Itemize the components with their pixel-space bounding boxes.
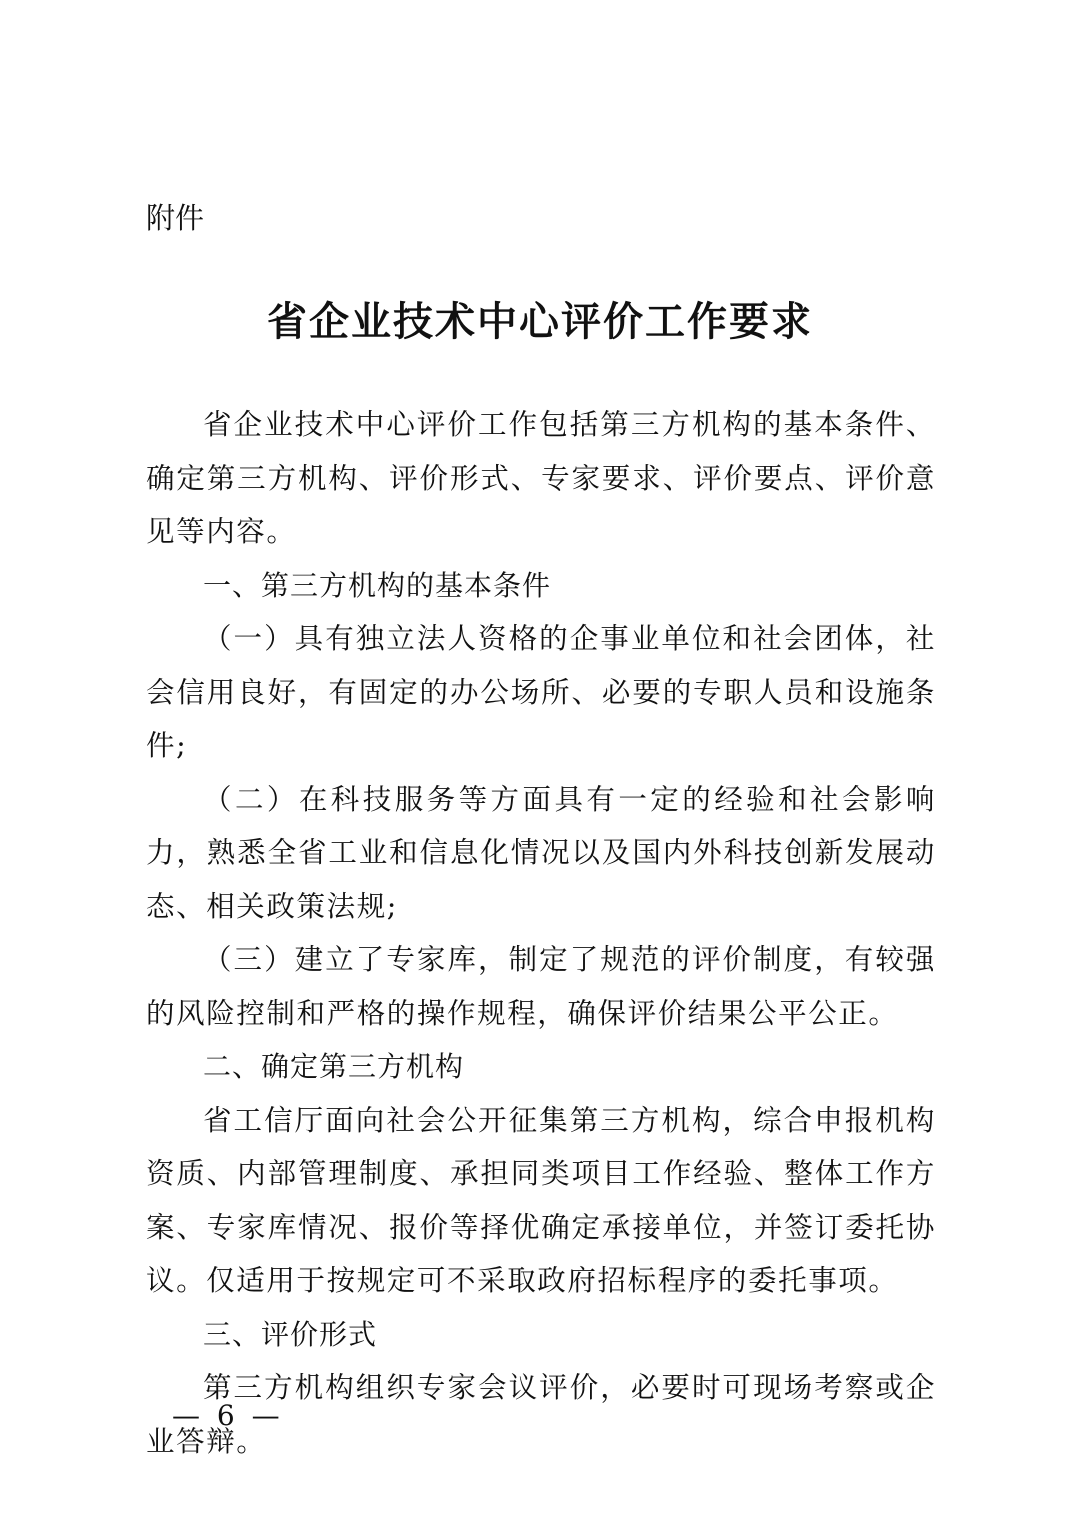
document-title: 省企业技术中心评价工作要求 xyxy=(267,299,813,345)
page-number: — 6 — xyxy=(172,1399,284,1432)
section-3-heading: 三、评价形式 xyxy=(203,1317,378,1351)
section-1-item-1: （一）具有独立法人资格的企事业单位和社会团体，社会信用良好，有固定的办公场所、必要的专职人员和设施条件; xyxy=(146,622,936,762)
section-3-paragraph: 第三方机构组织专家会议评价，必要时可现场考察或企业答辩。 xyxy=(146,1371,936,1458)
section-1-item-2: （二）在科技服务等方面具有一定的经验和社会影响力，熟悉全省工业和信息化情况以及国内外科技创新发展动态、相关政策法规; xyxy=(146,782,936,923)
section-1-item-3: （三）建立了专家库，制定了规范的评价制度，有较强的风险控制和严格的操作规程，确保评价结果公平公正。 xyxy=(146,943,936,1030)
document-body xyxy=(146,398,936,1468)
attachment-label: 附件 xyxy=(146,201,205,235)
section-2-paragraph: 省工信厅面向社会公开征集第三方机构，综合申报机构资质、内部管理制度、承担同类项目工作经验、整体工作方案、专家库情况、报价等择优确定承接单位，并签订委托协议。仅适用于按规定可不采取政府招标程序的委托事项。 xyxy=(146,1103,936,1297)
intro-paragraph: 省企业技术中心评价工作包括第三方机构的基本条件、确定第三方机构、评价形式、专家要求、评价要点、评价意见等内容。 xyxy=(146,408,936,548)
section-1-heading: 一、第三方机构的基本条件 xyxy=(203,568,552,602)
section-2-heading: 二、确定第三方机构 xyxy=(203,1050,465,1083)
